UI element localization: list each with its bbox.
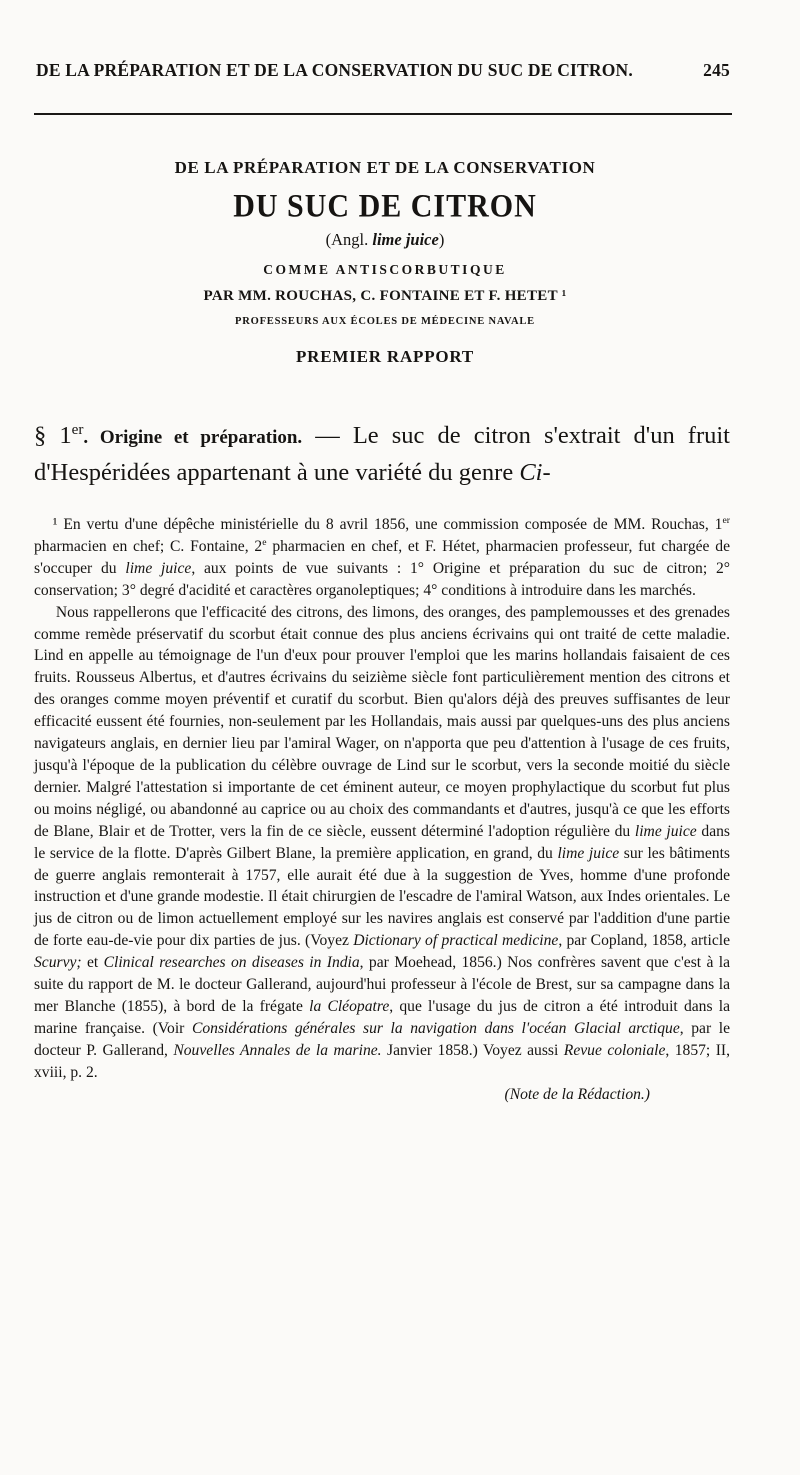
footnote-text: , que l'usage du jus de citron a été introduit dans la marine française. (Voir <box>34 997 730 1037</box>
english-note-suffix: ) <box>438 230 445 249</box>
english-note-prefix: (Angl. <box>325 230 373 249</box>
footnote-citation: Clinical researches on diseases in India <box>103 954 360 972</box>
footnote-citation: Nouvelles Annales de la marine. <box>173 1041 382 1059</box>
header-rule <box>34 113 732 115</box>
article-title-block <box>60 158 710 367</box>
section-text-tail: Ci- <box>519 459 551 486</box>
page-number: 245 <box>703 60 730 80</box>
main-title: DU SUC DE CITRON <box>233 188 537 225</box>
footnote-term: lime juice <box>634 822 697 840</box>
footnote-text: En vertu d'une dépêche ministérielle du 8 avril 1856, une commission composée de MM. Rouchas, 1 <box>57 516 723 533</box>
footnote-reference: ¹ <box>561 288 567 304</box>
editorial-signature: (Note de la Rédaction.) <box>504 1085 650 1103</box>
running-head <box>36 60 730 81</box>
footnote-text: Janvier 1858.) Voyez aussi <box>381 1041 564 1059</box>
footnote-term: lime juice <box>557 844 620 862</box>
section-heading: . Origine et préparation. <box>83 427 303 448</box>
footnote-citation: Scurvy; <box>34 954 82 972</box>
subtitle: COMME ANTISCORBUTIQUE <box>263 262 507 277</box>
section-text: — Le suc de citron s'extrait d'un fruit d'Hespéridées appartenant à une variété du genre <box>34 422 730 486</box>
english-note-term: lime juice <box>372 230 439 249</box>
footnote-citation: Revue coloniale <box>563 1041 666 1059</box>
footnote-text: , par le docteur P. Gallerand, <box>34 1019 730 1059</box>
footnote-paragraph-1 <box>34 514 730 602</box>
footnote-citation: la Cléopatre <box>309 997 390 1015</box>
footnote-text: sur les bâtiments de guerre anglais remonterait à 1757, elle aurait été due à la suggestion de Yves, homme d'une profonde instruction et d'une grande modestie. Il était chirurgien de l'escadre de l'amiral Watson, aux Indes orientales. Le jus de citron ou de limon actuellement employé sur les navires anglais est conservé par l'addition d'une partie de forte eau-de-vie pour dix parties de jus. (Voyez <box>34 844 730 950</box>
report-heading: PREMIER RAPPORT <box>295 347 475 366</box>
footnote-paragraph-2 <box>34 602 730 1084</box>
footnote-text: et <box>81 954 104 972</box>
footnote <box>34 514 730 1105</box>
footnote-sup: e <box>262 536 267 548</box>
section-mark-sup: er <box>71 420 84 438</box>
footnote-text: pharmacien en chef; C. Fontaine, 2 <box>34 537 263 555</box>
title-english-note <box>60 230 710 250</box>
footnote-text: dans le service de la flotte. D'après Gilbert Blane, la première application, en grand, du <box>34 822 730 862</box>
footnote-text: Nous rappellerons que l'efficacité des citrons, des limons, des oranges, des pamplemousses et des grenades comme remède préservatif du scorbut était connue des plus anciens écrivains qui ont traité de cette maladie. Lind en appelle au témoignage de l'un d'eux pour prouver l'emploi que les marins hollandais faisaient de ces fruits. Rousseus Albertus, et d'autres écrivains du seizième siècle font particulièrement mention des citrons et des oranges comme moyen préventif et curatif du scorbut. Bien qu'alors déjà des preuves suffisantes de leur efficacité eussent été fournies, non-seulement par les Hollandais, mais aussi par quelques-uns des plus anciens navigateurs anglais, en dernier lieu par l'amiral Wager, on n'apporta que peu d'attention à l'usage de ces fruits, jusqu'à l'époque de la publication du célèbre ouvrage de Lind sur le scorbut, vers la seconde moitié du siècle dernier. Malgré l'attestation si importante de cet éminent auteur, ce moyen prophylactique du scorbut fut plus ou moins négligé, ou abandonné au caprice ou au choix des commandants et d'autres, jusqu'à ce que les efforts de Blane, Blair et de Trotter, vers la fin de ce siècle, eussent déterminé l'adoption régulière du <box>34 603 730 840</box>
authors-affiliation: PROFESSEURS AUX ÉCOLES DE MÉDECINE NAVALE <box>235 316 535 327</box>
footnote-citation: Considérations générales sur la navigation dans l'océan Glacial arctique <box>191 1019 680 1037</box>
footnote-term: lime juice <box>125 559 192 577</box>
footnote-text: , par Copland, 1858, article <box>558 932 731 950</box>
authors-line <box>60 288 710 305</box>
title-line-1: DE LA PRÉPARATION ET DE LA CONSERVATION <box>174 158 596 177</box>
section-mark: § 1 <box>34 422 72 449</box>
footnote-citation: Dictionary of practical medicine <box>353 932 559 950</box>
footnote-mark: ¹ <box>52 516 58 533</box>
running-head-title: DE LA PRÉPARATION ET DE LA CONSERVATION DU SUC DE CITRON. <box>36 60 633 80</box>
footnote-sup: er <box>722 514 730 526</box>
footnote-text: , aux points de vue suivants : 1° Origine et préparation du suc de citron; 2° conservation; 3° degré d'acidité et caractères organoleptiques; 4° conditions à introduire dans les marchés. <box>34 559 730 599</box>
section-opening <box>34 418 730 490</box>
authors: PAR MM. ROUCHAS, C. FONTAINE ET F. HETET <box>203 288 558 304</box>
footnote-text: , 1857; II, xviii, p. 2. <box>34 1041 730 1081</box>
footnote-text: pharmacien en chef, et F. Hétet, pharmacien professeur, fut chargée de s'occuper du <box>34 537 730 577</box>
footnote-text: , par Moehead, 1856.) Nos confrères savent que c'est à la suite du rapport de M. le docteur Gallerand, aujourd'hui professeur à l'école de Brest, sur sa campagne dans la mer Blanche (1855), à bord de la frégate <box>34 954 730 1015</box>
